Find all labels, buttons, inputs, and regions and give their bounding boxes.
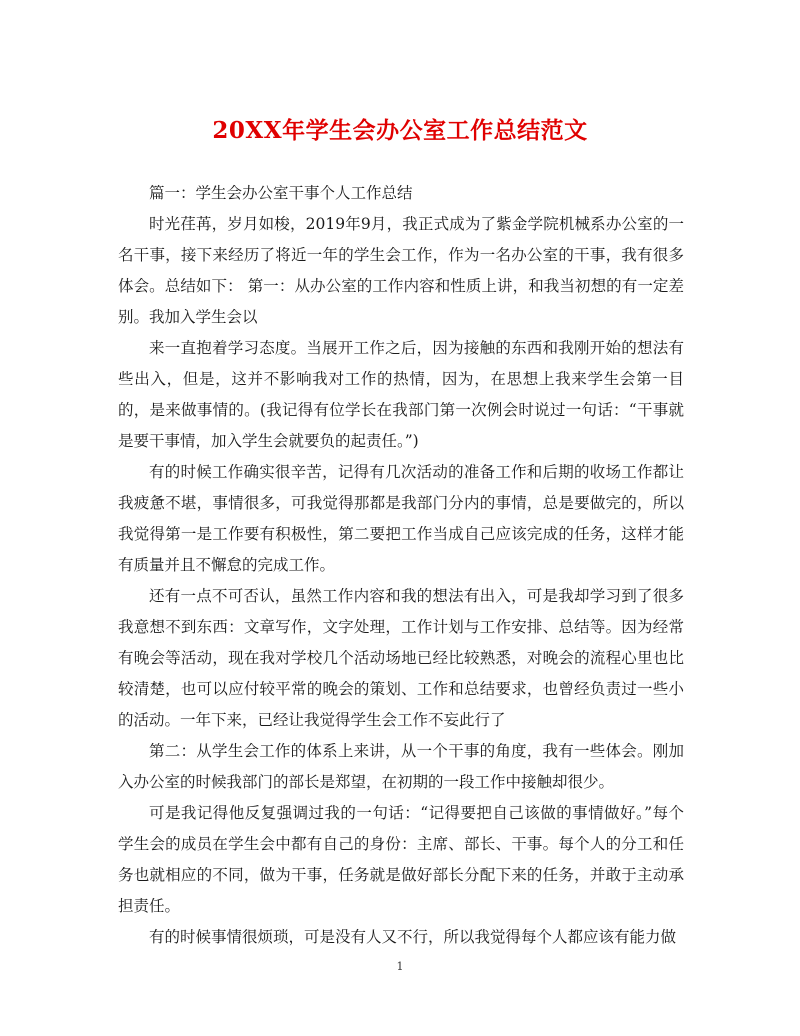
paragraph: 第二：从学生会工作的体系上来讲，从一个干事的角度，我有一些体会。刚加入办公室的时候我部门的部长是郑望，在初期的一段工作中接触却很少。	[118, 742, 684, 791]
paragraph: 篇一：学生会办公室干事个人工作总结	[149, 184, 413, 202]
paragraph: 还有一点不可否认，虽然工作内容和我的想法有出入，可是我却学习到了很多我意想不到东西：文章写作，文字处理，工作计划与工作安排、总结等。因为经常有晚会等活动，现在我对学校几个活动场地已经比较熟悉，对晚会的流程心里也比较清楚，也可以应付较平常的晚会的策划、工作和总结要求，也曾经负责过一些小的活动。一年下来，已经让我觉得学生会工作不妄此行了	[118, 587, 684, 729]
paragraph: 有的时候事情很烦琐，可是没有人又不行，所以我觉得每个人都应该有能力做	[149, 928, 677, 946]
paragraph: 可是我记得他反复强调过我的一句话：“记得要把自己该做的事情做好。”每个学生会的成员在学生会中都有自己的身份：主席、部长、干事。每个人的分工和任务也就相应的不同，做为干事，任务就是做好部长分配下来的任务，并敢于主动承担责任。	[118, 804, 684, 915]
paragraph: 来一直抱着学习态度。当展开工作之后，因为接触的东西和我刚开始的想法有些出入，但是，这并不影响我对工作的热情，因为，在思想上我来学生会第一目的，是来做事情的。(我记得有位学长在我部门第一次例会时说过一句话：“干事就是要干事情，加入学生会就要负的起责任。”)	[118, 339, 684, 450]
paragraph: 有的时候工作确实很辛苦，记得有几次活动的准备工作和后期的收场工作都让我疲惫不堪，事情很多，可我觉得那都是我部门分内的事情，总是要做完的，所以我觉得第一是工作要有积极性，第二要把工作当成自己应该完成的任务，这样才能有质量并且不懈怠的完成工作。	[118, 463, 684, 574]
page-number: 1	[396, 960, 404, 973]
document-body	[118, 178, 684, 953]
paragraph: 时光荏苒，岁月如梭，2019年9月，我正式成为了紫金学院机械系办公室的一名干事，接下来经历了将近一年的学生会工作，作为一名办公室的干事，我有很多体会。总结如下： 第一：从办公室的工作内容和性质上讲，和我当初想的有一定差别。我加入学生会以	[118, 215, 684, 326]
document-title: 20XX年学生会办公室工作总结范文	[212, 117, 588, 144]
